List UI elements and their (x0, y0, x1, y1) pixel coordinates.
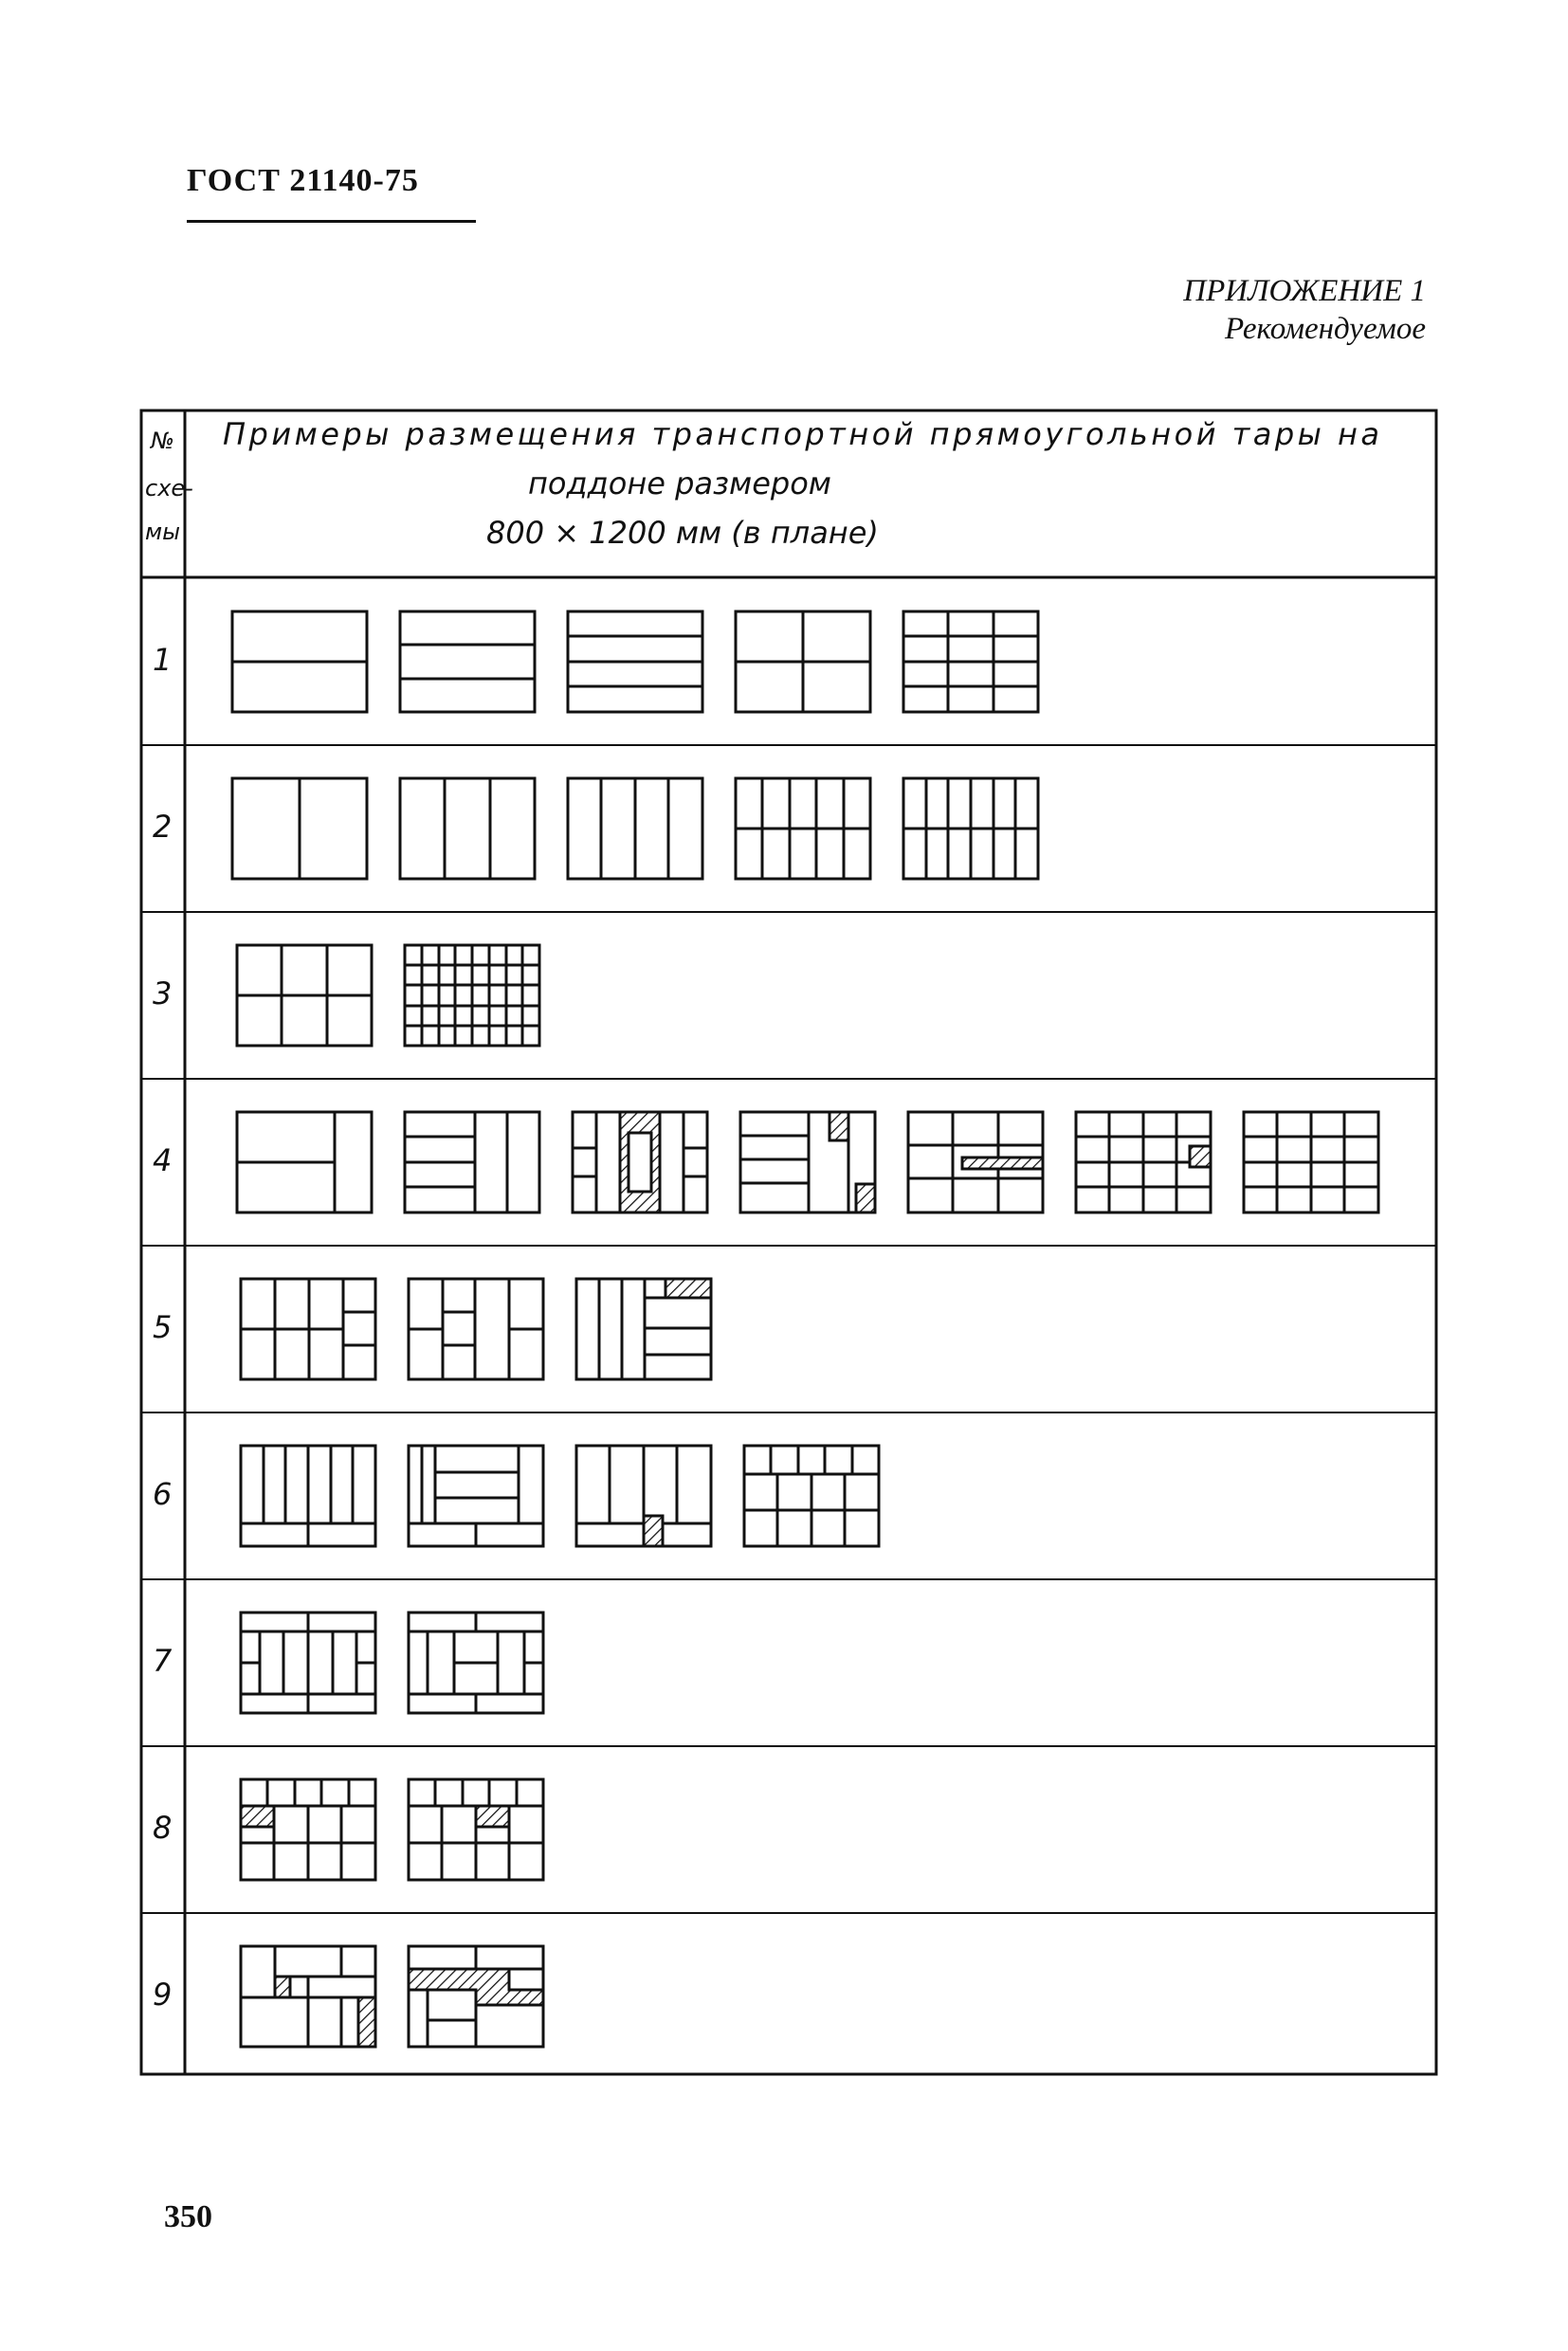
scheme-number-9: 9 (153, 1977, 173, 2013)
pallet-layout-1-5 (903, 611, 1038, 712)
col-header-title-line3: 800 × 1200 мм (в плане) (486, 515, 879, 551)
scheme-number-5: 5 (153, 1309, 173, 1345)
pallet-layout-2-2 (400, 778, 535, 879)
col-header-no-line3: мы (145, 519, 181, 545)
pallet-layout-5-2 (409, 1279, 543, 1379)
document-code: ГОСТ 21140-75 (187, 163, 419, 198)
scheme-number-8: 8 (153, 1810, 173, 1846)
pallet-layout-4-6 (1076, 1112, 1211, 1212)
pallet-layout-4-3 (573, 1112, 707, 1212)
table-grid (141, 410, 1436, 2074)
pallet-layout-4-4 (740, 1112, 875, 1212)
scheme-number-4: 4 (153, 1142, 173, 1178)
appendix-label (1183, 272, 1426, 348)
pallet-layout-1-3 (568, 611, 702, 712)
scheme-number-1: 1 (153, 642, 173, 678)
pallet-layout-2-4 (736, 778, 870, 879)
pallet-layout-7-1 (241, 1613, 375, 1713)
pallet-layout-5-1 (241, 1279, 375, 1379)
pallet-layout-1-2 (400, 611, 535, 712)
pallet-layout-2-1 (232, 778, 367, 879)
pallet-layout-2-5 (903, 778, 1038, 879)
appendix-title: ПРИЛОЖЕНИЕ 1 (1183, 274, 1426, 308)
col-header-title-line2: поддоне размером (528, 465, 831, 501)
scheme-number-3: 3 (153, 975, 173, 1011)
code-underline (187, 220, 476, 223)
pallet-layout-9-1 (241, 1946, 375, 2047)
col-header-no-line2: схе- (145, 475, 193, 501)
pallet-layout-4-7 (1244, 1112, 1378, 1212)
pallet-layout-7-2 (409, 1613, 543, 1713)
pallet-layout-5-3 (576, 1279, 711, 1379)
pallet-layout-9-2 (409, 1946, 543, 2047)
layout-schemes-table (139, 409, 1438, 2077)
col-header-title-line1: Примеры размещения транспортной прямоугольной тары на (223, 416, 1379, 452)
pallet-layout-3-2 (405, 945, 539, 1046)
pallet-layout-6-3 (576, 1446, 711, 1546)
pallet-layout-6-4 (744, 1446, 879, 1546)
col-header-no-line1: № (151, 428, 174, 454)
pallet-layout-4-1 (237, 1112, 372, 1212)
scheme-number-7: 7 (153, 1643, 173, 1679)
pallet-layout-3-1 (237, 945, 372, 1046)
scheme-number-2: 2 (153, 809, 173, 845)
scheme-number-6: 6 (153, 1476, 173, 1512)
pallet-layout-1-4 (736, 611, 870, 712)
pallet-layout-8-2 (409, 1779, 543, 1880)
pallet-layout-4-2 (405, 1112, 539, 1212)
pallet-layout-8-1 (241, 1779, 375, 1880)
appendix-status: Рекомендуемое (1224, 312, 1426, 346)
pallet-layout-4-5 (908, 1112, 1043, 1212)
pallet-layout-2-3 (568, 778, 702, 879)
pallet-layout-6-1 (241, 1446, 375, 1546)
pallet-layout-1-1 (232, 611, 367, 712)
pallet-layout-6-2 (409, 1446, 543, 1546)
page-number: 350 (164, 2199, 212, 2234)
